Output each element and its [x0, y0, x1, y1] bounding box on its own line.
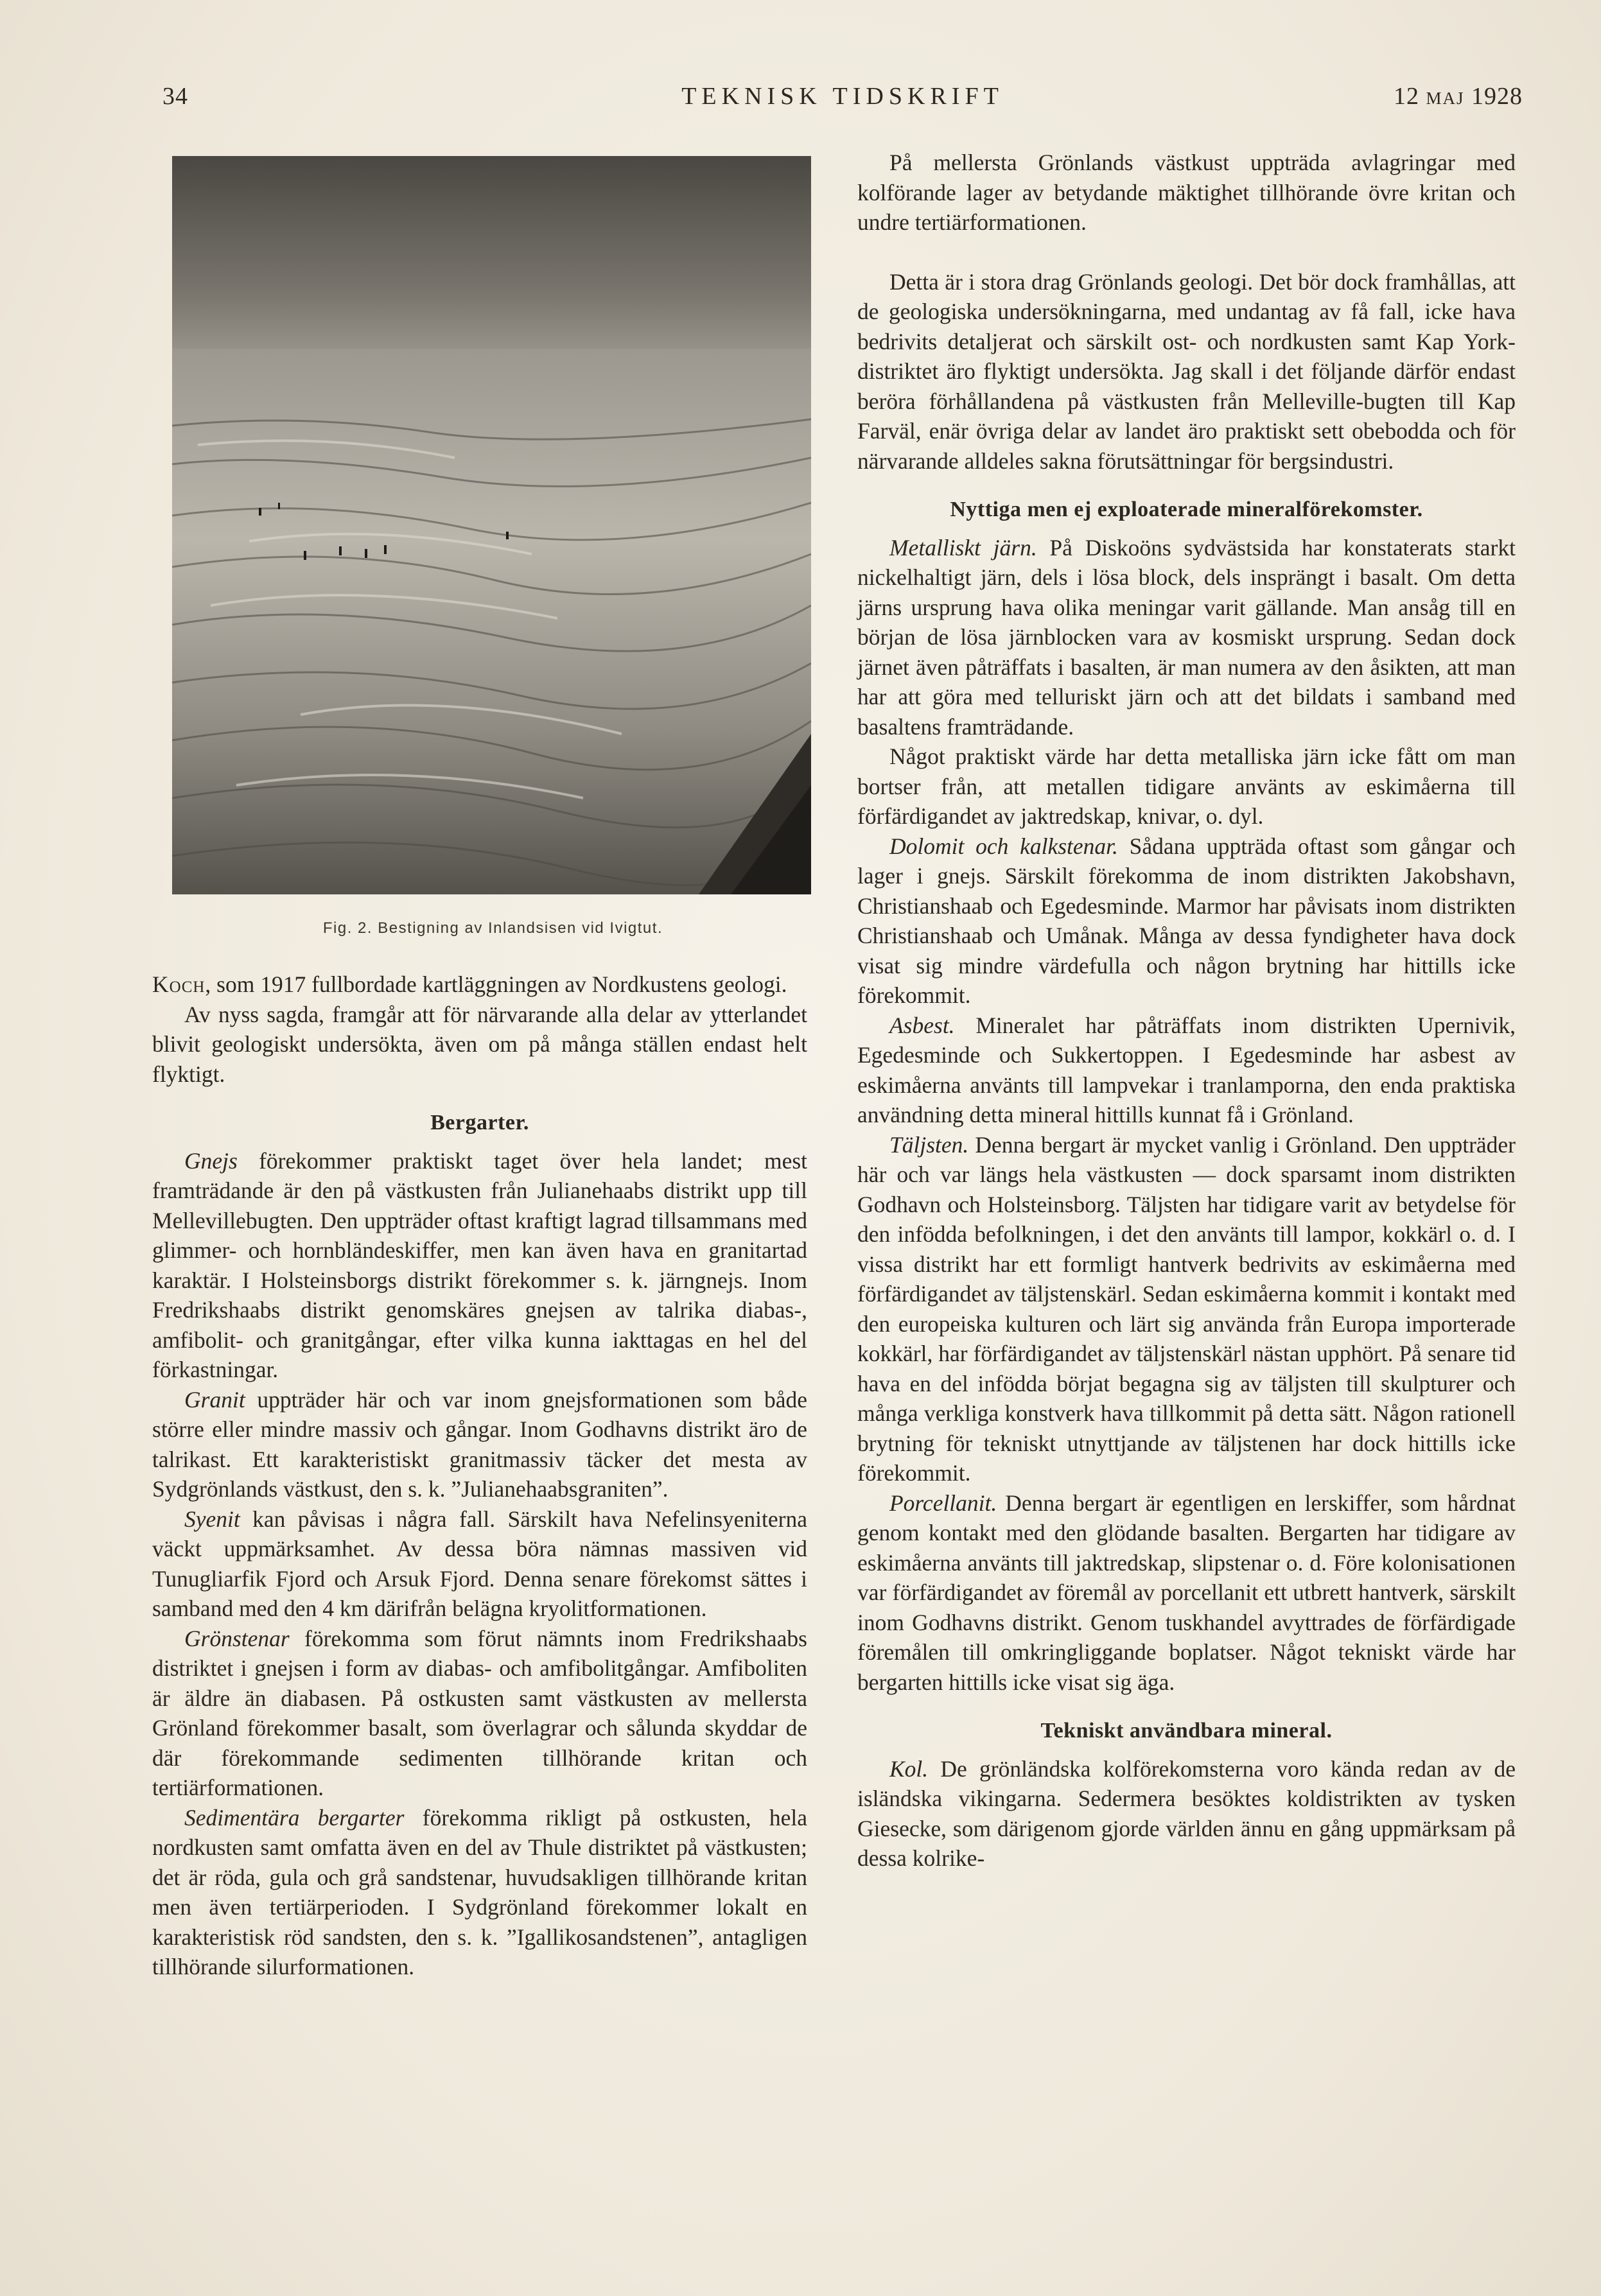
- term: Kol.: [889, 1755, 929, 1782]
- paragraph: [857, 1130, 1516, 1488]
- paragraph-text: Denna bergart är egentligen en lerskiffer, som hårdnat genom kontakt med den glödande basalten. Bergarten har tidigare av eskimåerna använts till jaktredskap, slipstenar o. d. Före kolonisationen var förfärdigandet av föremål av porcellanit ett utbrett hantverk, särskilt inom Godhavns distrikt. Genom tuskhandel avyttrades de förfärdigade föremålen till omkringliggande boplatser. Något tekniskt värde har bergarten hittills icke visat sig äga.: [857, 1490, 1516, 1695]
- term: Syenit: [184, 1506, 240, 1532]
- paragraph-text: Denna bergart är mycket vanlig i Grönland. Den uppträder här och var längs hela västkusten — dock sparsamt inom distrikten Godhavn och Holsteinsborg. Täljsten har tidigare varit av betydelse för den infödda befolkningen, i det den använts till lampor, kokkärl o. d. I vissa distrikt har ett formligt hantverk bedrivits av eskimåerna med förfärdigandet av täljstenskärl. Sedan eskimåerna kommit i kontakt med den europeiska kulturen och lärt sig använda från Europa importerade kokkärl, har förfärdigandet av täljstenskärl nästan upphört. På senare tid hava en del infödda börjat begagna sig av täljsten till skulpturer och många verkliga konstverk hava tillkommit på detta sätt. Någon rationell brytning för tekniskt utnyttjande av täljstenen har dock hittills icke förekommit.: [857, 1131, 1516, 1486]
- paragraph: Något praktiskt värde har detta metalliska järn icke fått om man bortser från, att metallen tidigare använts av eskimåerna till förfärdigandet av jaktredskap, knivar, o. dyl.: [857, 744, 1516, 829]
- term: Asbest.: [889, 1012, 955, 1038]
- paragraph: [152, 1624, 807, 1803]
- paragraph-text: uppträder här och var inom gnejsformationen som både större eller mindre massiv och gångar. Inom Godhavns distrikt äro de talrikast. Ett karakteristiskt granitmassiv täcker det mesta av Sydgrönlands västkust, den s. k. ”Julianehaabsgraniten”.: [152, 1386, 807, 1502]
- term: Granit: [184, 1386, 245, 1413]
- paragraph: [152, 1146, 807, 1385]
- paragraph: [857, 831, 1516, 1011]
- paragraph: [152, 1385, 807, 1504]
- paragraph: På mellersta Grönlands västkust uppträda avlagringar med kolförande lager av betydande mäktighet tillhörande övre kritan och undre tertiärformationen.: [857, 150, 1516, 235]
- term: Gnejs: [184, 1147, 238, 1174]
- paragraph-text: De grönländska kolförekomsterna voro kända redan av de isländska vikingarna. Sedermera besöktes koldistrikten av tysken Giesecke, som därigenom gjorde världen ännu en gång uppmärksam på dessa kolrike-: [857, 1755, 1516, 1871]
- term: Dolomit och kalkstenar.: [889, 833, 1118, 859]
- term: Sedimentära bergarter: [184, 1804, 405, 1831]
- date-month: MAJ: [1426, 89, 1465, 108]
- date-year: 1928: [1471, 83, 1523, 110]
- term: Täljsten.: [889, 1131, 969, 1158]
- running-header: [162, 82, 1523, 121]
- paragraph: [857, 1754, 1516, 1874]
- term: Metalliskt järn.: [889, 534, 1037, 561]
- section-heading: Bergarter.: [430, 1111, 529, 1135]
- term: Porcellanit.: [889, 1490, 997, 1516]
- paragraph: Detta är i stora drag Grönlands geologi. Det bör dock framhållas, att de geologiska undersökningarna, med undantag av få fall, icke hava bedrivits detaljerat och särskilt ost- och nordkusten samt Kap York-distriktet äro flyktigt undersökta. Jag skall i det följande därför endast beröra förhållandena på västkusten från Melleville-bugten till Kap Farväl, enär övriga delar av landet äro praktiskt sett obebodda och för närvarande alldeles sakna förutsättningar för bergsindustri.: [857, 268, 1516, 474]
- issue-date: [1394, 82, 1523, 110]
- paragraph: [152, 970, 807, 1000]
- paragraph: [857, 1011, 1516, 1130]
- paragraph-text: kan påvisas i några fall. Särskilt hava Nefelinsyeniterna väckt uppmärksamhet. Av dessa böra nämnas massiven vid Tunugliarfik Fjord och Arsuk Fjord. Denna senare förekomst sättes i samband med den 4 km därifrån belägna kryolitformationen.: [152, 1506, 807, 1621]
- paragraph: [857, 533, 1516, 742]
- paragraph-text: Sådana uppträda oftast som gångar och lager i gnejs. Särskilt förekomma de inom distrikten Jakobshavn, Christianshaab och Egedesminde. Marmor har påvisats inom distrikten Christianshaab och Umånak. Många av dessa fyndigheter hava dock visat sig mindre värdefulla och någon brytning har hittills icke förekommit.: [857, 833, 1516, 1008]
- paragraph-text: förekomma som förut nämnts inom Fredrikshaabs distriktet i gnejsen i form av diabas- och amfibolitgångar. Amfiboliten är äldre än diabasen. På ostkusten samt västkusten av mellersta Grönland förekommer basalt, som överlagrar och sålunda skyddar de där förekommande sedimenten tillhörande kritan och tertiärformationen.: [152, 1625, 807, 1800]
- author-name: Koch: [152, 971, 206, 997]
- term: Grönstenar: [184, 1625, 290, 1651]
- paragraph: [152, 1504, 807, 1624]
- paragraph-text: På Diskoöns sydvästsida har konstaterats starkt nickelhaltigt järn, dels i lösa block, dels insprängt i basalt. Om detta järns ursprung hava olika meningar varit gällande. Man ansåg till en början de lösa järnblocken vara av kosmiskt ursprung. Sedan dock järnet även påträffats i basalten, är man numera av den åsikten, att man har att göra med telluriskt järn och att det bildats i samband med basaltens framträdande.: [857, 534, 1516, 740]
- paragraph: [152, 1803, 807, 1982]
- paragraph: [857, 1488, 1516, 1698]
- paragraph-text: förekommer praktiskt taget över hela landet; mest framträdande är den på västkusten från Julianehaabs distrikt upp till Mellevillebugten. Den uppträder oftast kraftigt lagrad tillsammans med glimmer- och hornbländeskiffer, men kan även hava en granitartad karaktär. I Holsteinsborgs distrikt förekommer s. k. järngnejs. Inom Fredrikshaabs distrikt genomskäres gnejsen av talrika diabas-, amfibolit- och granitgångar, efter vilka kunna iakttagas en hel del förkastningar.: [152, 1147, 807, 1382]
- paragraph-text: förekomma rikligt på ostkusten, hela nordkusten samt omfatta även en del av Thule distriktet på västkusten; det är röda, gula och grå sandstenar, huvudsakligen tillhörande kritan men även tertiärperioden. I Sydgrönland förekommer lokalt en karakteristisk röd sandsten, den s. k. ”Igallikosandstenen”, antagligen tillhörande silurformationen.: [152, 1804, 807, 1979]
- left-column: [152, 970, 807, 1982]
- journal-title: TEKNISK TIDSKRIFT: [681, 83, 1004, 110]
- paragraph: Av nyss sagda, framgår att för närvarande alla delar av ytterlandet blivit geologiskt undersökta, även om på många ställen endast helt flyktigt.: [152, 1001, 807, 1087]
- figure-photo-inland-ice: [172, 156, 811, 894]
- section-heading: Nyttiga men ej exploaterade mineralförekomster.: [950, 498, 1423, 521]
- paragraph-text: , som 1917 fullbordade kartläggningen av Nordkustens geologi.: [205, 971, 787, 997]
- figure-caption: Fig. 2. Bestigning av Inlandsisen vid Ivigtut.: [322, 919, 663, 937]
- paragraph-text: Mineralet har påträffats inom distrikten Upernivik, Egedesminde och Sukkertoppen. I Egedesminde har asbest av eskimåerna använts till lampvekar i tranlamporna, den enda praktiska användning detta mineral hittills kunnat få i Grönland.: [857, 1012, 1516, 1127]
- right-column: [857, 148, 1516, 1874]
- date-day: 12: [1393, 83, 1419, 110]
- page-number: 34: [162, 83, 188, 110]
- photo-ice-field: [172, 156, 811, 894]
- section-heading: Tekniskt användbara mineral.: [1040, 1719, 1333, 1743]
